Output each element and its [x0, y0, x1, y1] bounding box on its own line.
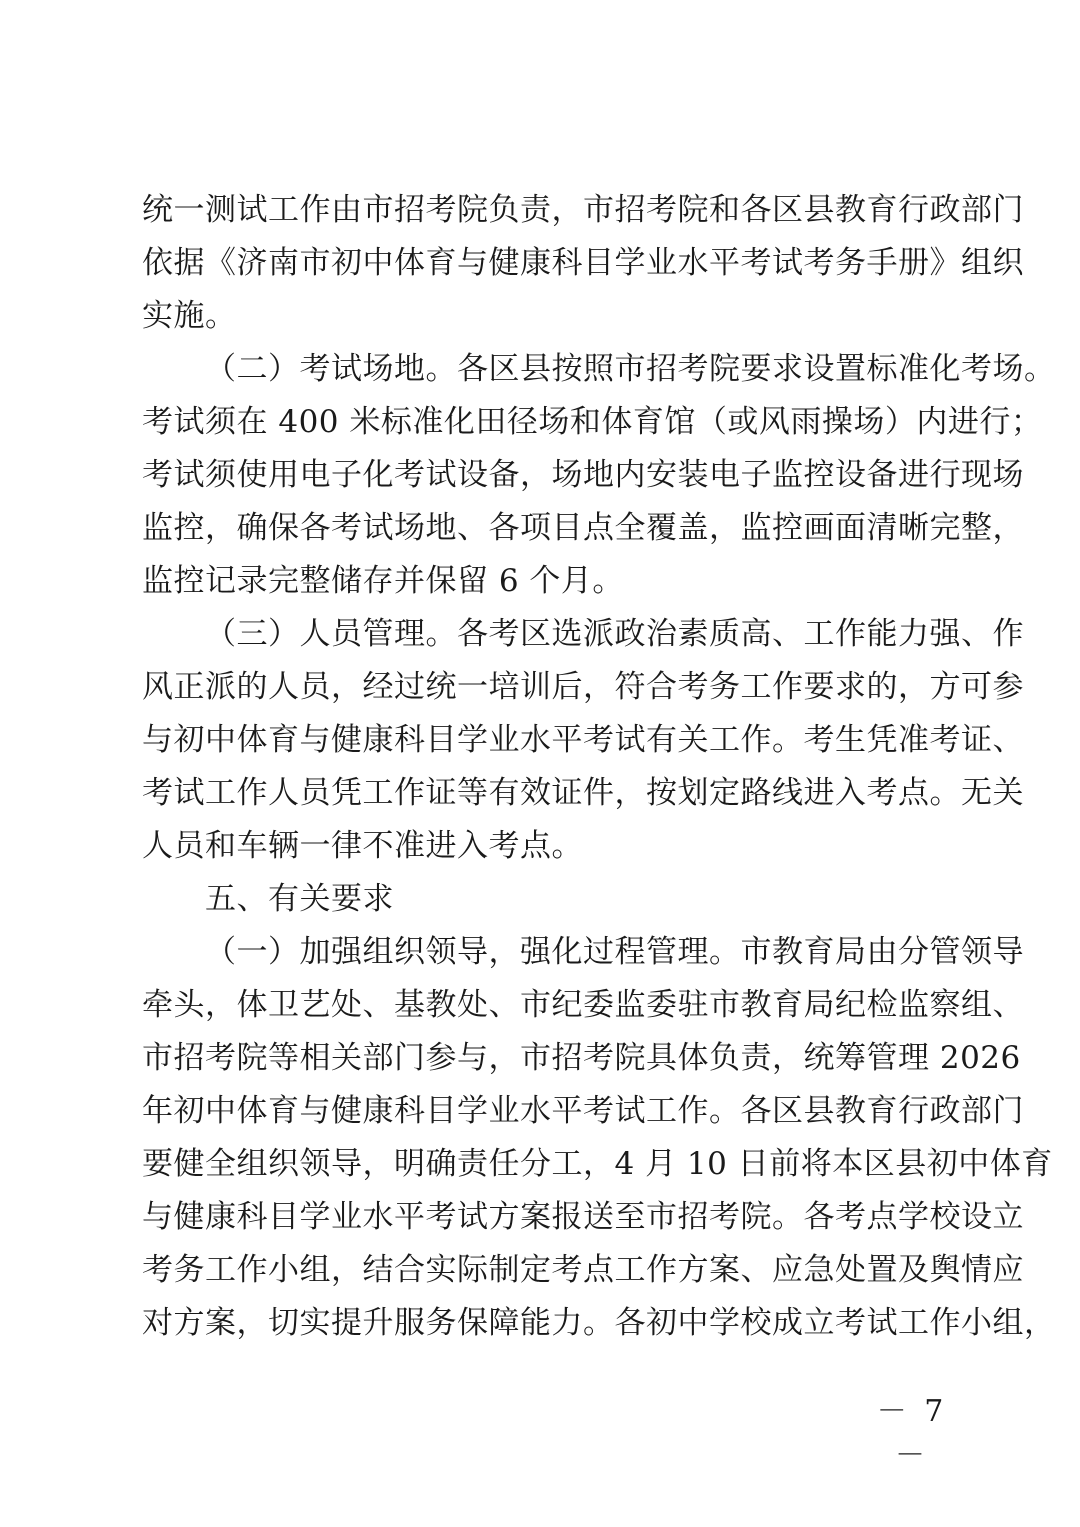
paragraph-line: 人员和车辆一律不准进入考点。	[142, 828, 583, 864]
paragraph-line: 考务工作小组，结合实际制定考点工作方案、应急处置及舆情应	[142, 1252, 1024, 1288]
paragraph-text: 各区县按照市招考院要求设置标准化考场。	[457, 351, 1056, 387]
paragraph-line: 考试工作人员凭工作证等有效证件，按划定路线进入考点。无关	[142, 775, 1024, 811]
heading-exam-venue: （二）考试场地。	[205, 351, 457, 387]
paragraph-line: 考试须使用电子化考试设备，场地内安装电子监控设备进行现场	[142, 457, 1024, 493]
paragraph-line: 牵头，体卫艺处、基教处、市纪委监委驻市教育局纪检监察组、	[142, 987, 1024, 1023]
paragraph-line-staff	[205, 608, 1024, 660]
paragraph-text: 市教育局由分管领导	[740, 934, 1024, 970]
heading-leadership: （一）加强组织领导，强化过程管理。	[205, 934, 741, 970]
heading-staff-management: （三）人员管理。	[205, 616, 457, 652]
paragraph-line: 统一测试工作由市招考院负责，市招考院和各区县教育行政部门	[142, 192, 1024, 228]
paragraph-text: 各考区选派政治素质高、工作能力强、作	[457, 616, 1024, 652]
paragraph-line-venue	[205, 343, 1056, 395]
paragraph-line: 要健全组织领导，明确责任分工，4 月 10 日前将本区县初中体育	[142, 1146, 1053, 1182]
paragraph-line: 与初中体育与健康科目学业水平考试有关工作。考生凭准考证、	[142, 722, 1024, 758]
paragraph-line: 实施。	[142, 298, 237, 334]
paragraph-line: 与健康科目学业水平考试方案报送至市招考院。各考点学校设立	[142, 1199, 1024, 1235]
paragraph-line: 监控，确保各考试场地、各项目点全覆盖，监控画面清晰完整，	[142, 510, 1024, 546]
paragraph-line: 市招考院等相关部门参与，市招考院具体负责，统筹管理 2026	[142, 1040, 1021, 1076]
paragraph-line: 年初中体育与健康科目学业水平考试工作。各区县教育行政部门	[142, 1093, 1024, 1129]
paragraph-line: 考试须在 400 米标准化田径场和体育馆（或风雨操场）内进行；	[142, 404, 1043, 440]
paragraph-line: 风正派的人员，经过统一培训后，符合考务工作要求的，方可参	[142, 669, 1024, 705]
paragraph-line: 对方案，切实提升服务保障能力。各初中学校成立考试工作小组，	[142, 1305, 1056, 1341]
page-number: － 7 －	[876, 1394, 948, 1473]
section-heading-requirements: 五、有关要求	[205, 881, 394, 917]
paragraph-line: 监控记录完整储存并保留 6 个月。	[142, 563, 624, 599]
paragraph-line: 依据《济南市初中体育与健康科目学业水平考试考务手册》组织	[142, 245, 1024, 281]
paragraph-line-leadership	[205, 926, 1024, 978]
